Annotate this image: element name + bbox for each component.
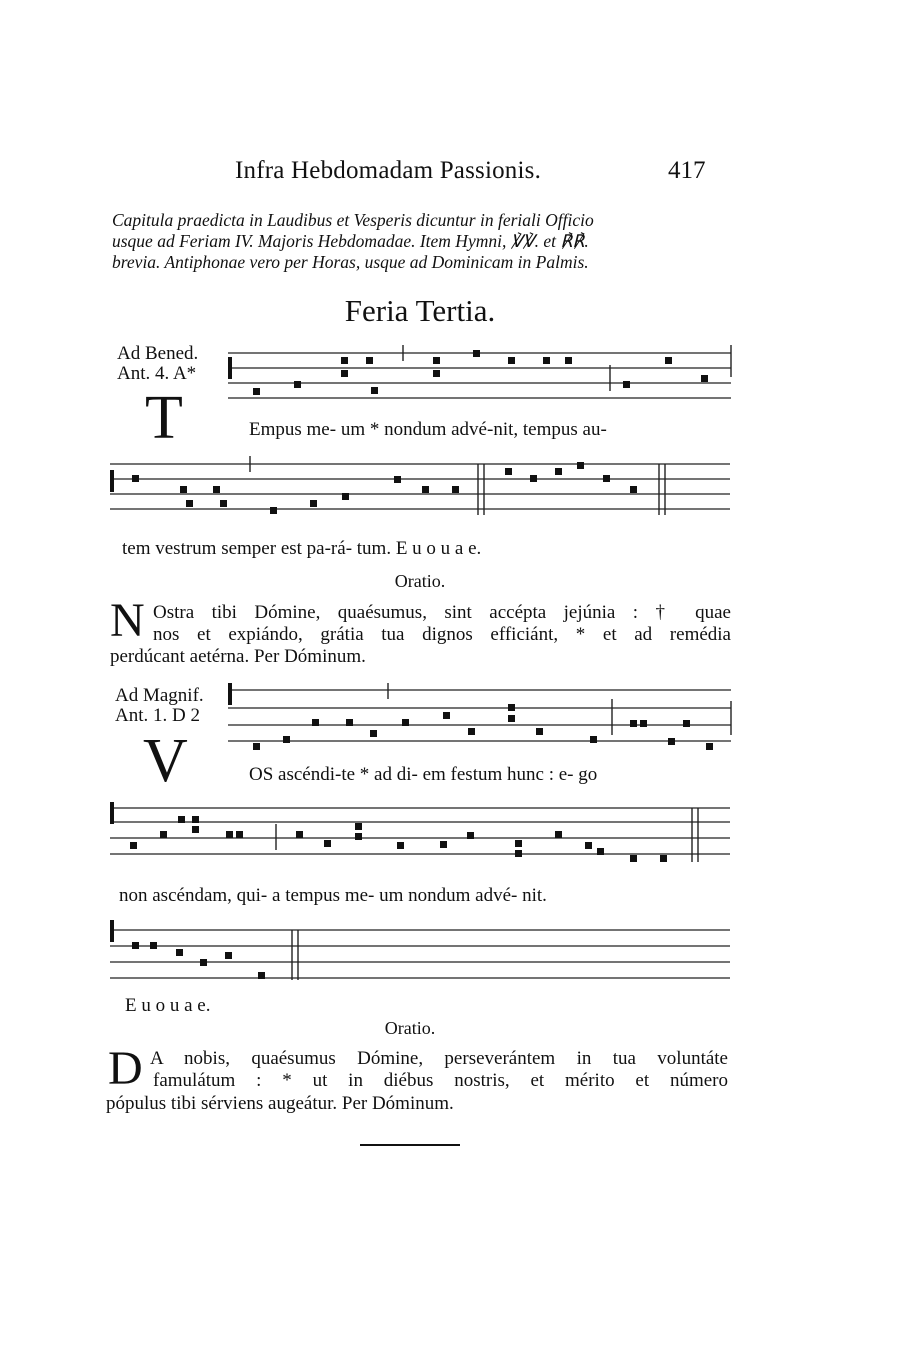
rubric-paragraph [112,210,732,273]
antiphon-label [115,686,204,726]
antiphon-label-line: Ad Bened. [117,343,199,364]
chant-lyrics: Empus me- um * nondum advé-nit, tempus au- [249,419,607,440]
rubric-line: usque ad Feriam IV. Majoris Hebdomadae. Item Hymni, ℣℣. et ℟℟. [112,231,589,251]
page-number: 417 [668,157,706,184]
antiphon-label [117,344,198,384]
oratio-label: Oratio. [384,1018,436,1038]
rubric-line: Capitula praedicta in Laudibus et Vesperis dicuntur in feriali Officio [112,210,594,230]
prayer-line: pópulus tibi sérviens augeátur. Per Dóminum. [106,1093,454,1114]
prayer-line: A nobis, quaésumus Dómine, perseverántem in tua voluntáte [150,1048,728,1069]
chant-lyrics: tem vestrum semper est pa-rá- tum. E u o u a e. [122,538,482,559]
chant-staff [228,683,733,763]
drop-cap-initial: V [143,727,188,795]
drop-cap-initial: D [108,1042,143,1095]
section-divider [360,1144,460,1146]
antiphon-label-line: Ad Magnif. [115,685,204,706]
chant-staff [110,462,732,532]
rubric-line: brevia. Antiphonae vero per Horas, usque ad Dominicam in Palmis. [112,252,589,272]
antiphon-label-line: Ant. 1. D 2 [115,705,200,726]
section-title: Feria Tertia. [344,293,496,328]
chant-staff [228,345,733,420]
prayer-line: nos et expiándo, grátia tua dignos efficiánt, * et ad remédia [153,624,731,645]
prayer-line: famulátum : * ut in diébus nostris, et mérito et número [153,1070,728,1091]
chant-staff [110,926,732,986]
chant-staff [110,808,732,878]
prayer-line: Ostra tibi Dómine, quaésumus, sint accépta jejúnia : † quae [153,602,731,623]
chant-lyrics: non ascéndam, qui- a tempus me- um nondum advé- nit. [119,885,547,906]
drop-cap-initial: N [110,594,145,647]
chant-lyrics: E u o u a e. [125,995,211,1016]
prayer-line: perdúcant aetérna. Per Dóminum. [110,646,366,667]
oratio-label: Oratio. [394,571,446,591]
drop-cap-initial: T [145,384,183,452]
chant-lyrics: OS ascéndi-te * ad di- em festum hunc : e- go [249,764,598,785]
running-header-title: Infra Hebdomadam Passionis. [235,157,542,184]
antiphon-label-line: Ant. 4. A* [117,363,197,384]
